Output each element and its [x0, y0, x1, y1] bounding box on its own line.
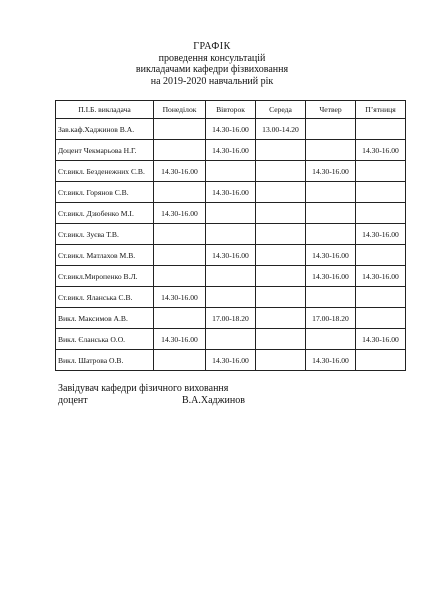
teacher-name: Ст.викл. Зуєва Т.В. [56, 224, 154, 245]
teacher-name: Ст.викл. Яланська С.В. [56, 287, 154, 308]
header-name: П.І.Б. викладача [56, 101, 154, 119]
cell-monday [154, 182, 206, 203]
table-row [56, 119, 406, 140]
cell-tuesday: 14.30-16.00 [206, 182, 256, 203]
header-monday: Понеділок [154, 101, 206, 119]
cell-friday: 14.30-16.00 [356, 224, 406, 245]
cell-tuesday: 17.00-18.20 [206, 308, 256, 329]
table-row [56, 308, 406, 329]
cell-wednesday [256, 182, 306, 203]
cell-friday: 14.30-16.00 [356, 266, 406, 287]
table-row [56, 350, 406, 371]
cell-wednesday: 13.00-14.20 [256, 119, 306, 140]
signatory-name: В.А.Хаджинов [182, 395, 245, 406]
cell-tuesday: 14.30-16.00 [206, 140, 256, 161]
table-row [56, 329, 406, 350]
cell-tuesday [206, 224, 256, 245]
cell-wednesday [256, 350, 306, 371]
table-row [56, 224, 406, 245]
table-row [56, 182, 406, 203]
cell-tuesday [206, 287, 256, 308]
teacher-name: Ст.викл. Горянов С.В. [56, 182, 154, 203]
cell-thursday: 14.30-16.00 [306, 266, 356, 287]
cell-wednesday [256, 308, 306, 329]
teacher-name: Ст.викл. Безденежних С.В. [56, 161, 154, 182]
header-thursday: Четвер [306, 101, 356, 119]
cell-tuesday: 14.30-16.00 [206, 119, 256, 140]
header-tuesday: Вівторок [206, 101, 256, 119]
cell-monday: 14.30-16.00 [154, 203, 206, 224]
cell-monday [154, 308, 206, 329]
teacher-name: Доцент Чекмарьова Н.Г. [56, 140, 154, 161]
title-subtitle-2: викладачами кафедри фізвиховання [135, 64, 289, 75]
table-row [56, 140, 406, 161]
cell-monday: 14.30-16.00 [154, 329, 206, 350]
cell-monday [154, 245, 206, 266]
table-row [56, 203, 406, 224]
cell-friday [356, 182, 406, 203]
table-row [56, 161, 406, 182]
cell-friday [356, 245, 406, 266]
teacher-name: Викл. Єланська О.О. [56, 329, 154, 350]
consultation-schedule-table [55, 100, 406, 371]
head-of-department-label: Завідувач кафедри фізичного виховання [58, 383, 229, 394]
cell-friday: 14.30-16.00 [356, 140, 406, 161]
cell-wednesday [256, 329, 306, 350]
teacher-name: Зав.каф.Хаджинов В.А. [56, 119, 154, 140]
cell-friday [356, 308, 406, 329]
title-subtitle-1: проведення консультацій [158, 52, 266, 64]
title-heading: ГРАФІК [193, 41, 231, 52]
cell-thursday: 14.30-16.00 [306, 350, 356, 371]
cell-friday [356, 287, 406, 308]
cell-tuesday: 14.30-16.00 [206, 245, 256, 266]
cell-monday [154, 224, 206, 245]
cell-tuesday [206, 329, 256, 350]
cell-monday: 14.30-16.00 [154, 287, 206, 308]
cell-wednesday [256, 224, 306, 245]
cell-monday [154, 140, 206, 161]
cell-friday [356, 119, 406, 140]
table-row [56, 266, 406, 287]
cell-thursday [306, 287, 356, 308]
signature-block [58, 383, 318, 407]
teacher-name: Викл. Максимов А.В. [56, 308, 154, 329]
header-friday: П’ятниця [356, 101, 406, 119]
teacher-name: Ст.викл. Матлахов М.В. [56, 245, 154, 266]
cell-wednesday [256, 161, 306, 182]
cell-friday [356, 203, 406, 224]
cell-wednesday [256, 203, 306, 224]
signature-line [58, 395, 318, 407]
cell-wednesday [256, 287, 306, 308]
cell-monday: 14.30-16.00 [154, 161, 206, 182]
cell-tuesday [206, 203, 256, 224]
table-row [56, 245, 406, 266]
cell-friday [356, 161, 406, 182]
cell-thursday: 14.30-16.00 [306, 245, 356, 266]
cell-thursday: 14.30-16.00 [306, 161, 356, 182]
cell-tuesday [206, 161, 256, 182]
cell-thursday [306, 329, 356, 350]
table-header-row [56, 101, 406, 119]
cell-wednesday [256, 266, 306, 287]
cell-thursday [306, 119, 356, 140]
document-title [0, 41, 424, 87]
title-subtitle-3: на 2019-2020 навчальний рік [150, 75, 274, 87]
teacher-name: Викл. Шатрова О.В. [56, 350, 154, 371]
cell-friday [356, 350, 406, 371]
cell-wednesday [256, 245, 306, 266]
cell-thursday [306, 203, 356, 224]
cell-wednesday [256, 140, 306, 161]
cell-friday: 14.30-16.00 [356, 329, 406, 350]
cell-tuesday [206, 266, 256, 287]
cell-monday [154, 119, 206, 140]
cell-thursday [306, 224, 356, 245]
teacher-name: Ст.викл. Дзюбенко М.І. [56, 203, 154, 224]
cell-thursday: 17.00-18.20 [306, 308, 356, 329]
teacher-name: Ст.викл.Миропенко В.Л. [56, 266, 154, 287]
header-wednesday: Середа [256, 101, 306, 119]
position-label: доцент [58, 395, 88, 406]
cell-monday [154, 350, 206, 371]
cell-thursday [306, 182, 356, 203]
cell-monday [154, 266, 206, 287]
table-row [56, 287, 406, 308]
cell-tuesday: 14.30-16.00 [206, 350, 256, 371]
cell-thursday [306, 140, 356, 161]
